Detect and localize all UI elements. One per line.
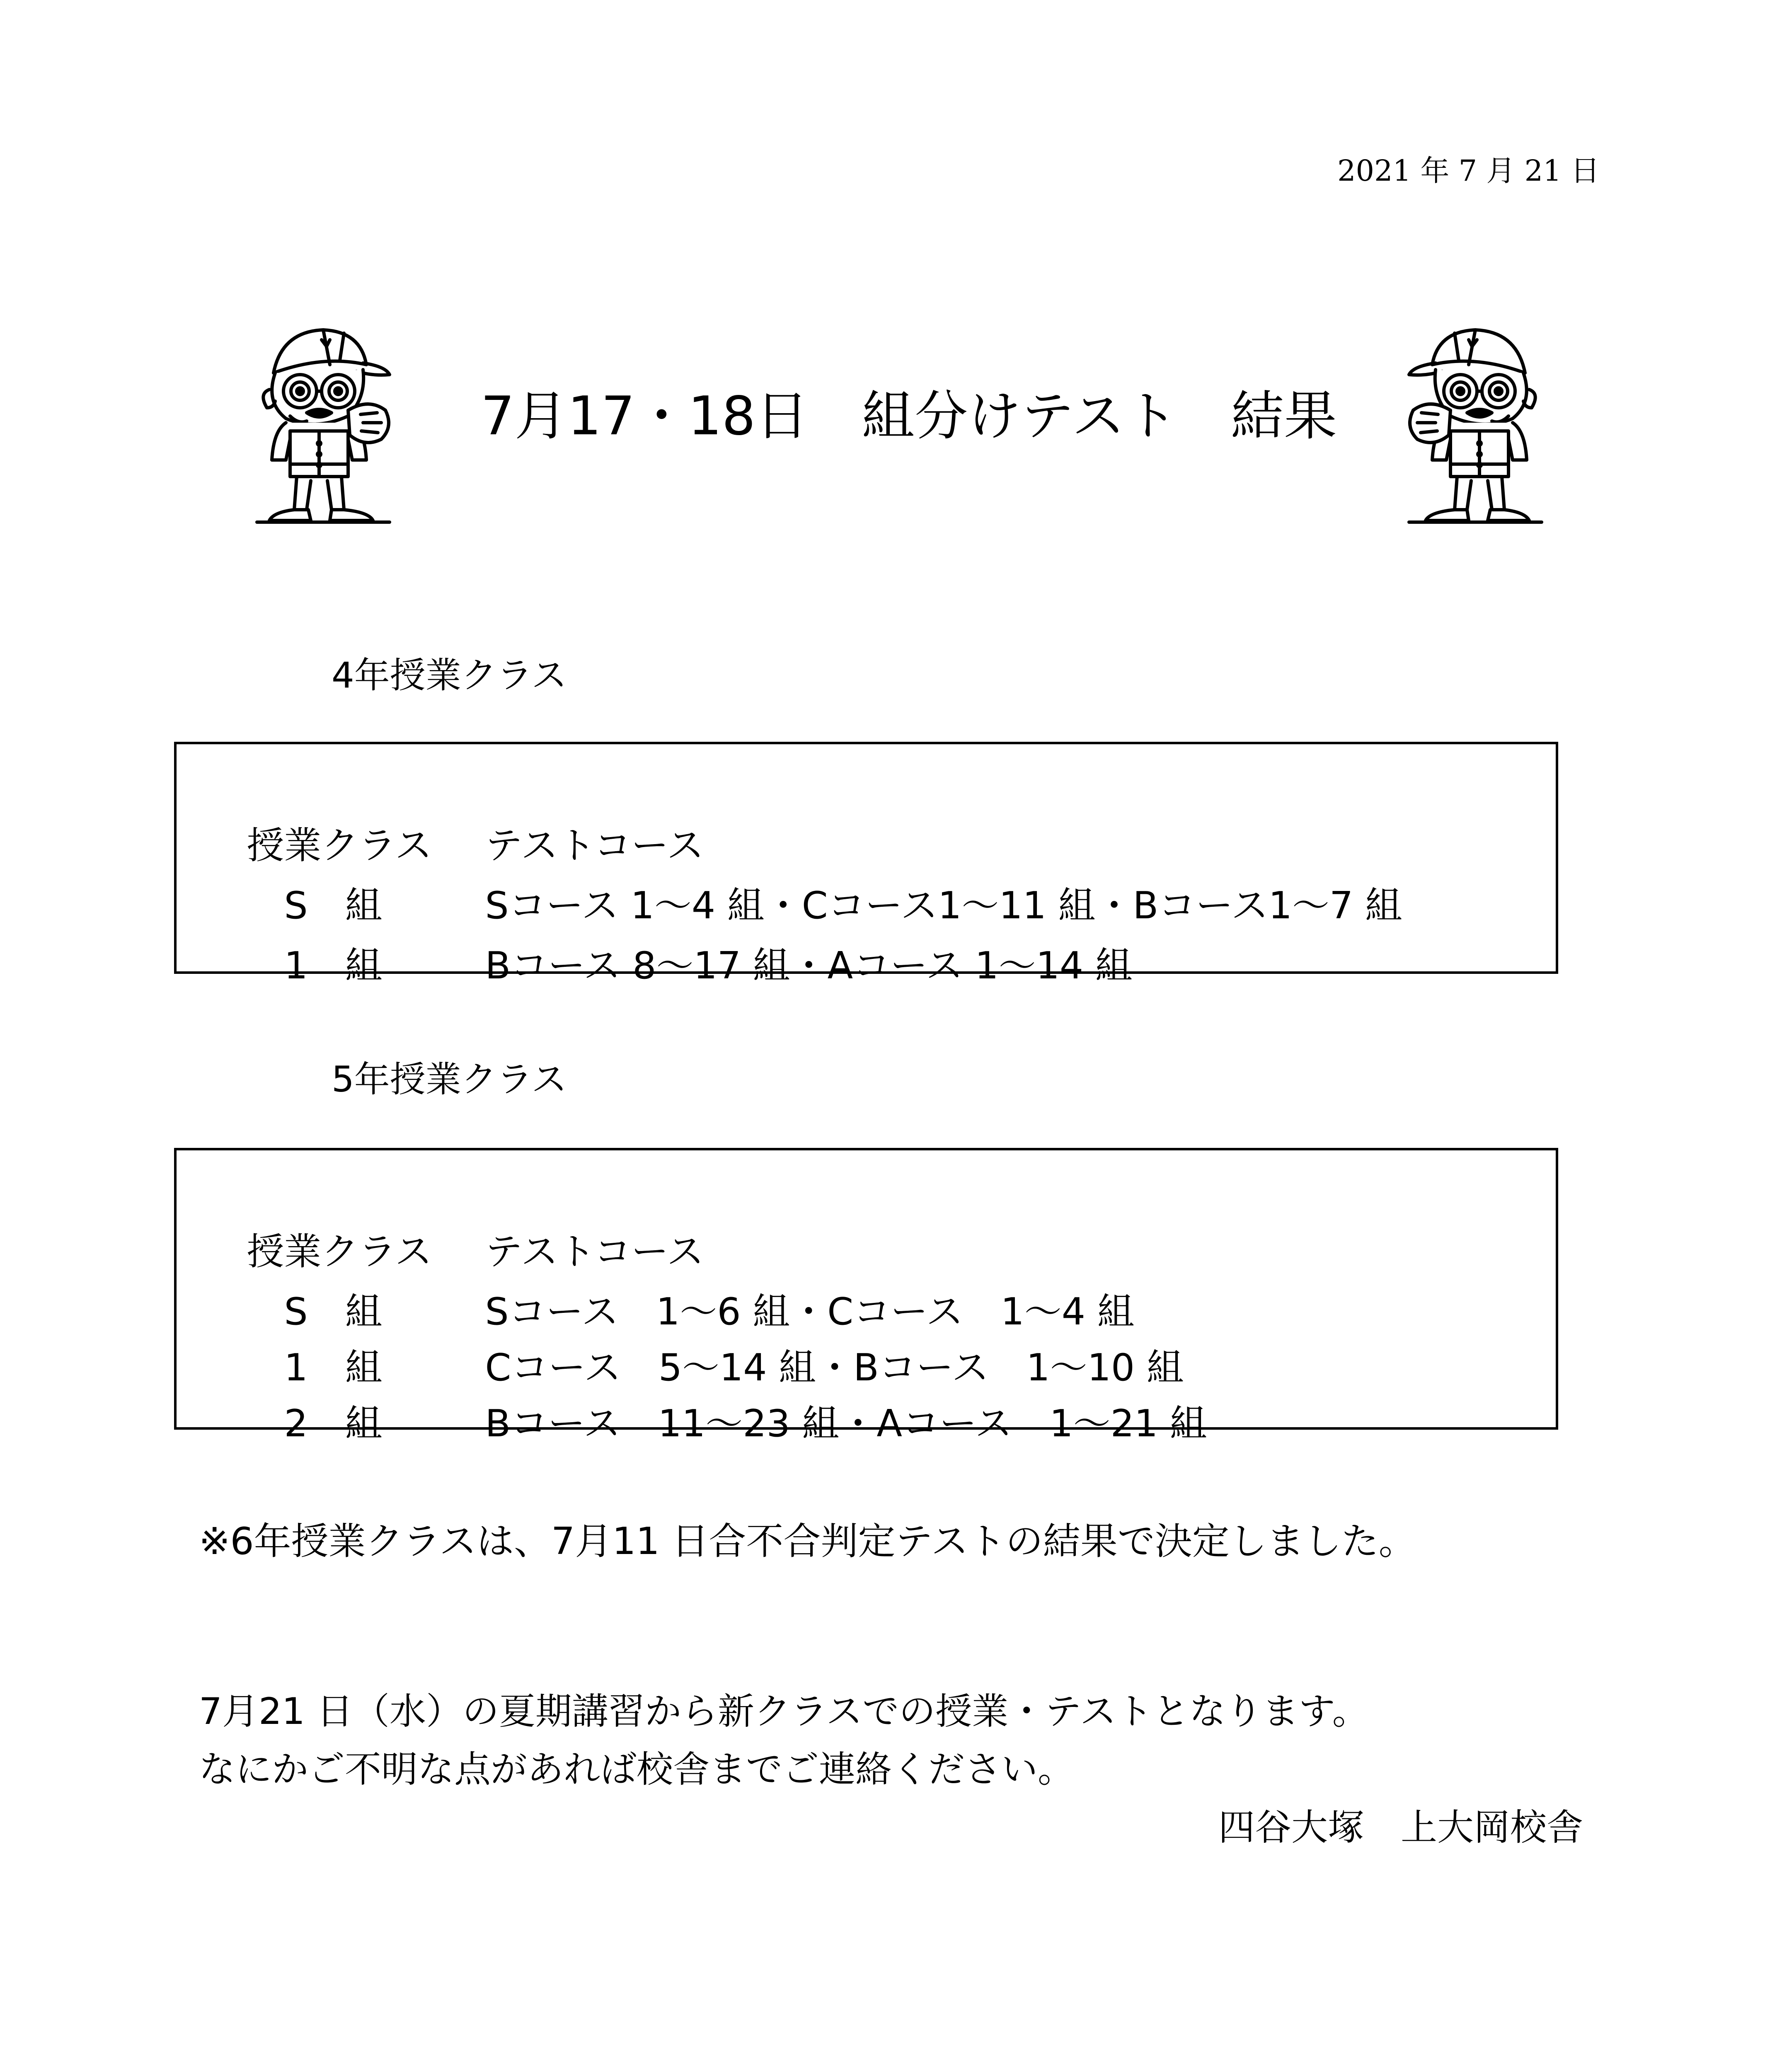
grade5-row-course: Cコース 5～14 組・Bコース 1～10 組 bbox=[485, 1346, 1184, 1389]
grade5-header-course: テストコース bbox=[485, 1230, 704, 1273]
grade5-row-course: Sコース 1～6 組・Cコース 1～4 組 bbox=[485, 1290, 1135, 1334]
grade5-header-class: 授業クラス bbox=[247, 1230, 432, 1273]
message-line-2: なにかご不明な点があれば校舎までご連絡ください。 bbox=[199, 1748, 1075, 1791]
grade4-row-1 bbox=[199, 891, 1133, 1041]
grade5-row-2 bbox=[199, 1349, 1207, 1498]
grade5-class-table bbox=[174, 1148, 1558, 1445]
mascot-illustration-left bbox=[224, 315, 406, 530]
mascot-illustration-right bbox=[1392, 315, 1575, 530]
signature: 四谷大塚 上大岡校舎 bbox=[1218, 1806, 1583, 1849]
grade5-row-class: 2 組 bbox=[284, 1402, 383, 1445]
grade4-class-table bbox=[174, 742, 1558, 988]
grade5-row-course: Bコース 11～23 組・Aコース 1～21 組 bbox=[485, 1402, 1207, 1445]
grade4-row-course: Bコース 8～17 組・Aコース 1～14 組 bbox=[485, 944, 1133, 988]
grade4-header-course: テストコース bbox=[485, 824, 704, 867]
grade4-heading: 4年授業クラス bbox=[332, 655, 567, 696]
grade6-note: ※6年授業クラスは、7月11 日合不合判定テストの結果で決定しました。 bbox=[199, 1520, 1416, 1563]
grade5-row-class: S 組 bbox=[284, 1290, 383, 1334]
grade4-row-class: S 組 bbox=[284, 884, 383, 927]
document-date: 2021 年 7 月 21 日 bbox=[1337, 154, 1600, 188]
grade4-row-course: Sコース 1～4 組・Cコース1～11 組・Bコース1～7 組 bbox=[485, 884, 1402, 927]
grade5-heading: 5年授業クラス bbox=[332, 1059, 567, 1100]
message-line-1: 7月21 日（水）の夏期講習から新クラスでの授業・テストとなります。 bbox=[199, 1690, 1369, 1733]
grade4-row-class: 1 組 bbox=[284, 944, 383, 988]
grade4-header-class: 授業クラス bbox=[247, 824, 432, 867]
page-title: 7月17・18日 組分けテスト 結果 bbox=[481, 385, 1337, 447]
grade5-row-class: 1 組 bbox=[284, 1346, 383, 1389]
